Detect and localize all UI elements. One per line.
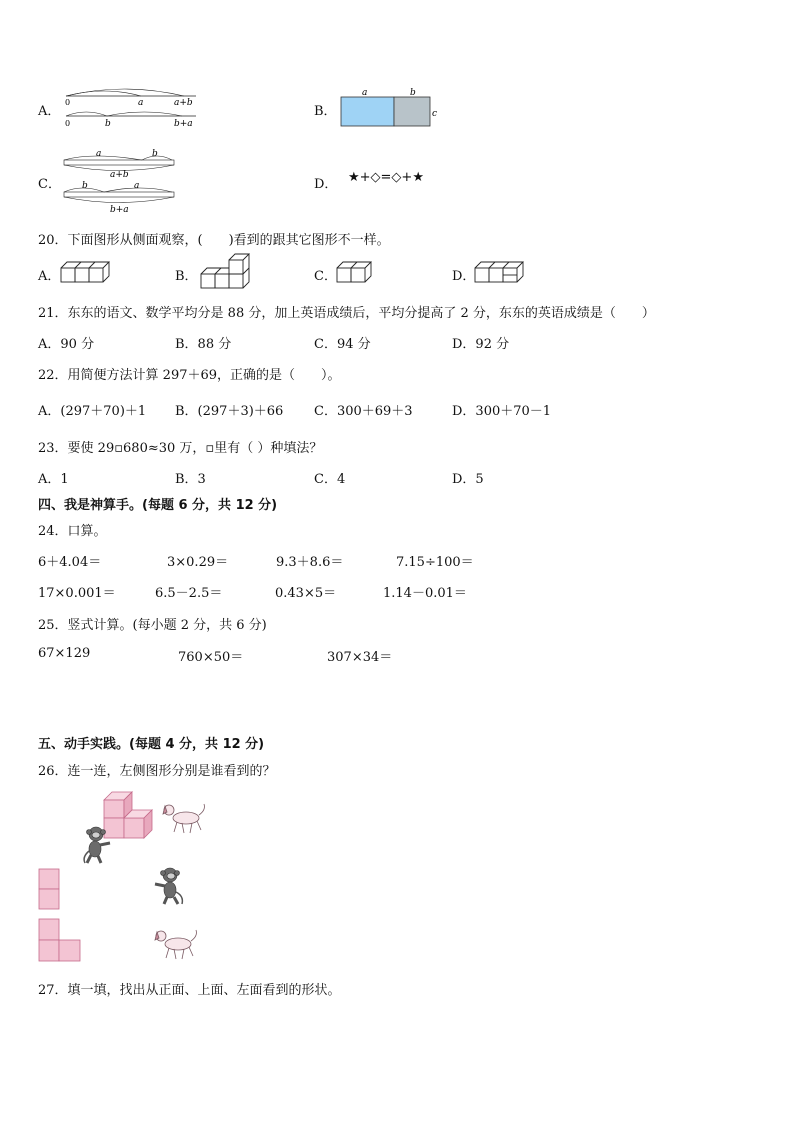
q22-option-c[interactable]: C．300＋69＋3 xyxy=(314,404,413,419)
rect-c: c xyxy=(432,109,438,119)
q19-option-c-label[interactable]: C． xyxy=(38,177,61,192)
view-shape-two-stacked xyxy=(38,868,62,912)
star-diamond-equation: ★+◇=◇+★ xyxy=(348,170,424,185)
section-5-heading: 五、动手实践。(每题 4 分，共 12 分) xyxy=(38,737,265,752)
nl-apb: a+b xyxy=(174,98,193,108)
cube-figure-a xyxy=(60,260,112,286)
q22-option-d[interactable]: D．300＋70－1 xyxy=(452,404,552,419)
calc-item[interactable]: 1.14－0.01＝ xyxy=(383,586,467,601)
seg-bpa: b+a xyxy=(110,205,129,215)
q20-option-c[interactable]: C． xyxy=(314,269,337,284)
q20-option-d[interactable]: D． xyxy=(452,269,476,284)
nl-b: b xyxy=(105,119,111,129)
q21-option-c[interactable]: C．94 分 xyxy=(314,337,371,352)
q23-option-d[interactable]: D．5 xyxy=(452,472,484,487)
seg-b: b xyxy=(152,149,158,159)
q25-text: 25．竖式计算。(每小题 2 分，共 6 分) xyxy=(38,618,267,633)
seg-b2: b xyxy=(82,181,88,191)
q21-option-d[interactable]: D．92 分 xyxy=(452,337,510,352)
calc-item[interactable]: 6.5－2.5＝ xyxy=(155,586,223,601)
q19-option-a-label[interactable]: A． xyxy=(38,104,61,119)
q26-text: 26．连一连，左侧图形分别是谁看到的？ xyxy=(38,764,276,779)
rectangle-diagram-b xyxy=(340,86,440,130)
q22-option-a[interactable]: A．(297＋70)＋1 xyxy=(38,404,147,419)
q23-text: 23．要使 29▫680≈30 万，▫里有（ ）种填法？ xyxy=(38,441,323,456)
q19-option-d-label[interactable]: D． xyxy=(314,177,338,192)
calc-item[interactable]: 17×0.001＝ xyxy=(38,586,116,601)
nl-zero-2: 0 xyxy=(65,119,71,128)
number-line-diagram-a xyxy=(64,86,204,130)
q21-text: 21．东东的语文、数学平均分是 88 分，加上英语成绩后，平均分提高了 2 分，东东的英语成绩是（ ） xyxy=(38,306,655,321)
monkey-icon xyxy=(152,866,188,906)
q19-option-b-label[interactable]: B． xyxy=(314,104,337,119)
q23-option-c[interactable]: C．4 xyxy=(314,472,346,487)
q23-option-b[interactable]: B．3 xyxy=(175,472,206,487)
section-4-heading: 四、我是神算手。(每题 6 分，共 12 分) xyxy=(38,498,278,513)
q20-option-b[interactable]: B． xyxy=(175,269,198,284)
q27-text: 27．填一填，找出从正面、上面、左面看到的形状。 xyxy=(38,983,341,998)
seg-apb: a+b xyxy=(110,170,129,180)
q21-option-b[interactable]: B．88 分 xyxy=(175,337,232,352)
segment-diagram-c xyxy=(62,146,182,216)
q24-text: 24．口算。 xyxy=(38,524,107,539)
q21-option-a[interactable]: A．90 分 xyxy=(38,337,95,352)
rect-b: b xyxy=(410,88,416,98)
view-shape-l-shape xyxy=(38,918,84,964)
q22-text: 22．用简便方法计算 297＋69，正确的是（ ）。 xyxy=(38,368,341,383)
q20-text: 20．下面图形从侧面观察，( )看到的跟其它图形不一样。 xyxy=(38,233,390,248)
vertical-calc-item[interactable]: 307×34＝ xyxy=(327,650,393,665)
nl-a: a xyxy=(138,98,144,108)
cube-figure-c xyxy=(336,260,380,286)
calc-item[interactable]: 6＋4.04＝ xyxy=(38,555,102,570)
dog-icon xyxy=(152,926,202,962)
cube-figure-d xyxy=(474,260,526,286)
seg-a2: a xyxy=(134,181,140,191)
seg-a: a xyxy=(96,149,102,159)
nl-zero-1: 0 xyxy=(65,98,71,107)
dog-icon xyxy=(160,800,210,836)
vertical-calc-item[interactable]: 67×129 xyxy=(38,646,91,661)
q23-option-a[interactable]: A．1 xyxy=(38,472,69,487)
calc-item[interactable]: 0.43×5＝ xyxy=(275,586,337,601)
monkey-icon xyxy=(80,825,116,865)
calc-item[interactable]: 9.3＋8.6＝ xyxy=(276,555,344,570)
calc-item[interactable]: 7.15÷100＝ xyxy=(396,555,474,570)
rect-a: a xyxy=(362,88,368,98)
q22-option-b[interactable]: B．(297＋3)＋66 xyxy=(175,404,284,419)
cube-figure-b xyxy=(200,256,252,290)
nl-bpa: b+a xyxy=(174,119,193,129)
q20-option-a[interactable]: A． xyxy=(38,269,61,284)
calc-item[interactable]: 3×0.29＝ xyxy=(167,555,229,570)
vertical-calc-item[interactable]: 760×50＝ xyxy=(178,650,244,665)
